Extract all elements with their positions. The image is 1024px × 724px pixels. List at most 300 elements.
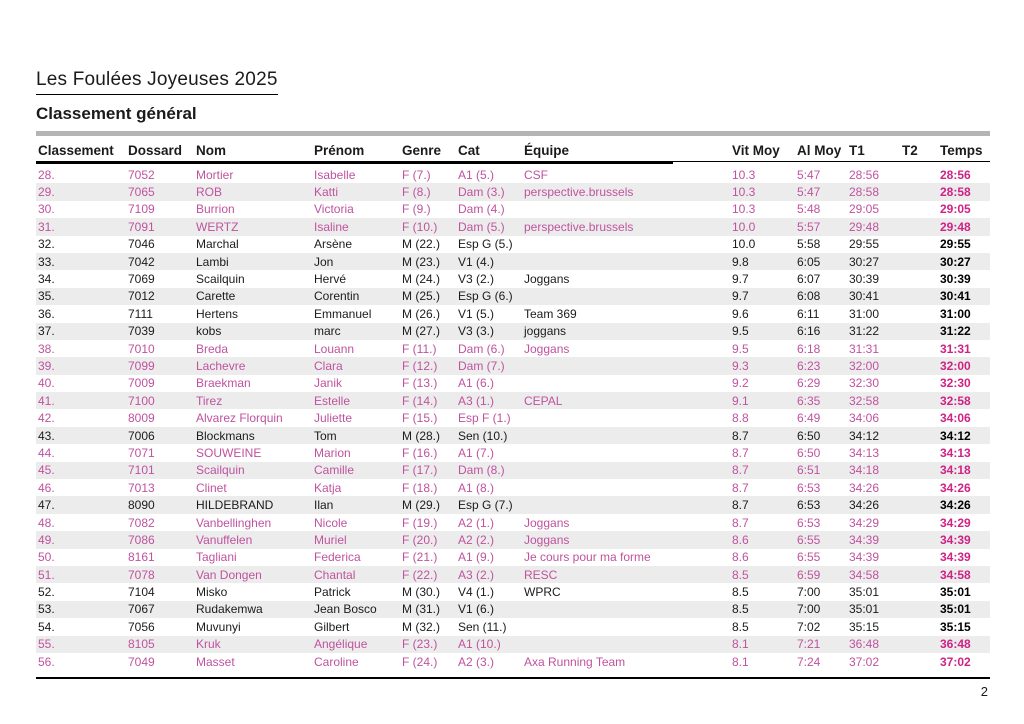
cell-al-moy: 6:07 bbox=[797, 272, 821, 287]
cell-vit-moy: 9.5 bbox=[732, 324, 749, 339]
cell-t1: 28:58 bbox=[849, 185, 880, 200]
cell-vit-moy: 8.7 bbox=[732, 480, 749, 495]
cell-classement: 47. bbox=[38, 498, 55, 513]
cell-classement: 38. bbox=[38, 341, 55, 356]
cell-prenom: Arsène bbox=[314, 237, 353, 252]
cell-al-moy: 6:53 bbox=[797, 498, 821, 513]
cell-genre: M (30.) bbox=[402, 585, 441, 600]
cell-temps: 35:01 bbox=[940, 602, 971, 617]
table-row bbox=[36, 531, 990, 548]
cell-cat: A1 (10.) bbox=[458, 637, 501, 652]
cell-al-moy: 5:57 bbox=[797, 219, 821, 234]
cell-al-moy: 6:49 bbox=[797, 411, 821, 426]
cell-cat: V1 (6.) bbox=[458, 602, 495, 617]
cell-cat: A3 (1.) bbox=[458, 393, 495, 408]
cell-dossard: 7006 bbox=[128, 428, 155, 443]
cell-al-moy: 6:50 bbox=[797, 445, 821, 460]
cell-dossard: 7013 bbox=[128, 480, 155, 495]
table-row bbox=[36, 566, 990, 583]
cell-t1: 34:58 bbox=[849, 567, 880, 582]
cell-al-moy: 6:53 bbox=[797, 480, 821, 495]
cell-t1: 32:58 bbox=[849, 393, 880, 408]
cell-temps: 34:29 bbox=[940, 515, 971, 530]
cell-nom: Scailquin bbox=[196, 272, 245, 287]
table-row bbox=[36, 340, 990, 357]
cell-nom: Carette bbox=[196, 289, 236, 304]
cell-genre: M (26.) bbox=[402, 306, 441, 321]
cell-cat: A1 (7.) bbox=[458, 445, 495, 460]
cell-classement: 51. bbox=[38, 567, 55, 582]
cell-al-moy: 6:59 bbox=[797, 567, 821, 582]
cell-equipe: RESC bbox=[524, 567, 558, 582]
cell-cat: V1 (5.) bbox=[458, 306, 495, 321]
cell-genre: F (10.) bbox=[402, 219, 438, 234]
cell-cat: Sen (10.) bbox=[458, 428, 508, 443]
table-row bbox=[36, 288, 990, 305]
header-underline-thick bbox=[36, 161, 673, 164]
table-row bbox=[36, 653, 990, 670]
cell-vit-moy: 8.5 bbox=[732, 602, 749, 617]
cell-genre: M (25.) bbox=[402, 289, 441, 304]
cell-classement: 54. bbox=[38, 619, 55, 634]
cell-vit-moy: 8.7 bbox=[732, 515, 749, 530]
cell-classement: 32. bbox=[38, 237, 55, 252]
cell-temps: 34:18 bbox=[940, 463, 971, 478]
cell-temps: 30:39 bbox=[940, 272, 971, 287]
cell-genre: M (27.) bbox=[402, 324, 441, 339]
cell-nom: HILDEBRAND bbox=[196, 498, 274, 513]
cell-vit-moy: 8.7 bbox=[732, 445, 749, 460]
cell-classement: 31. bbox=[38, 219, 55, 234]
cell-genre: M (22.) bbox=[402, 237, 441, 252]
cell-temps: 34:58 bbox=[940, 567, 971, 582]
cell-genre: F (15.) bbox=[402, 411, 438, 426]
cell-temps: 34:06 bbox=[940, 411, 971, 426]
cell-vit-moy: 8.1 bbox=[732, 654, 749, 669]
cell-vit-moy: 9.6 bbox=[732, 306, 749, 321]
cell-cat: Dam (4.) bbox=[458, 202, 505, 217]
table-row bbox=[36, 583, 990, 600]
cell-vit-moy: 8.7 bbox=[732, 498, 749, 513]
cell-genre: F (7.) bbox=[402, 167, 431, 182]
cell-cat: A3 (2.) bbox=[458, 567, 495, 582]
cell-nom: Blockmans bbox=[196, 428, 255, 443]
cell-prenom: Isaline bbox=[314, 219, 349, 234]
cell-al-moy: 7:02 bbox=[797, 619, 821, 634]
cell-t1: 30:39 bbox=[849, 272, 880, 287]
table-row bbox=[36, 253, 990, 270]
cell-prenom: Hervé bbox=[314, 272, 347, 287]
cell-t1: 29:55 bbox=[849, 237, 880, 252]
table-row bbox=[36, 357, 990, 374]
table-row bbox=[36, 427, 990, 444]
cell-t1: 29:48 bbox=[849, 219, 880, 234]
cell-cat: Dam (8.) bbox=[458, 463, 505, 478]
cell-cat: Esp F (1.) bbox=[458, 411, 511, 426]
cell-genre: M (29.) bbox=[402, 498, 441, 513]
cell-nom: Tirez bbox=[196, 393, 223, 408]
cell-temps: 31:00 bbox=[940, 306, 971, 321]
cell-nom: Van Dongen bbox=[196, 567, 262, 582]
cell-vit-moy: 8.7 bbox=[732, 428, 749, 443]
col-header-vit-moy: Vit Moy bbox=[732, 143, 780, 158]
cell-dossard: 7082 bbox=[128, 515, 155, 530]
cell-al-moy: 7:00 bbox=[797, 585, 821, 600]
cell-temps: 32:00 bbox=[940, 358, 971, 373]
cell-prenom: Juliette bbox=[314, 411, 353, 426]
cell-prenom: Camille bbox=[314, 463, 355, 478]
cell-classement: 56. bbox=[38, 654, 55, 669]
cell-dossard: 8161 bbox=[128, 550, 155, 565]
cell-vit-moy: 10.3 bbox=[732, 167, 756, 182]
cell-classement: 36. bbox=[38, 306, 55, 321]
cell-nom: kobs bbox=[196, 324, 222, 339]
cell-prenom: Ilan bbox=[314, 498, 334, 513]
cell-al-moy: 5:47 bbox=[797, 167, 821, 182]
cell-cat: Dam (7.) bbox=[458, 358, 505, 373]
cell-dossard: 7012 bbox=[128, 289, 155, 304]
cell-al-moy: 6:16 bbox=[797, 324, 821, 339]
cell-cat: A1 (6.) bbox=[458, 376, 495, 391]
cell-prenom: Corentin bbox=[314, 289, 360, 304]
table-row bbox=[36, 166, 990, 183]
cell-cat: V3 (3.) bbox=[458, 324, 495, 339]
cell-dossard: 7039 bbox=[128, 324, 155, 339]
cell-nom: Vanuffelen bbox=[196, 532, 253, 547]
cell-equipe: WPRC bbox=[524, 585, 561, 600]
cell-nom: Mortier bbox=[196, 167, 234, 182]
cell-nom: Lachevre bbox=[196, 358, 246, 373]
cell-t1: 31:22 bbox=[849, 324, 880, 339]
cell-prenom: Jon bbox=[314, 254, 334, 269]
cell-classement: 39. bbox=[38, 358, 55, 373]
cell-al-moy: 6:55 bbox=[797, 550, 821, 565]
cell-temps: 31:31 bbox=[940, 341, 971, 356]
cell-genre: F (11.) bbox=[402, 341, 437, 356]
cell-vit-moy: 10.0 bbox=[732, 237, 756, 252]
cell-classement: 43. bbox=[38, 428, 55, 443]
cell-dossard: 7099 bbox=[128, 358, 155, 373]
table-row bbox=[36, 601, 990, 618]
table-row bbox=[36, 462, 990, 479]
cell-vit-moy: 8.5 bbox=[732, 619, 749, 634]
cell-equipe: CSF bbox=[524, 167, 548, 182]
page-number: 2 bbox=[980, 684, 988, 700]
cell-temps: 34:13 bbox=[940, 445, 971, 460]
cell-al-moy: 5:58 bbox=[797, 237, 821, 252]
cell-prenom: Muriel bbox=[314, 532, 347, 547]
cell-prenom: Victoria bbox=[314, 202, 354, 217]
cell-equipe: Joggans bbox=[524, 515, 570, 530]
cell-nom: Clinet bbox=[196, 480, 227, 495]
cell-nom: Masset bbox=[196, 654, 235, 669]
cell-vit-moy: 9.8 bbox=[732, 254, 749, 269]
cell-genre: F (12.) bbox=[402, 358, 438, 373]
cell-temps: 32:30 bbox=[940, 376, 971, 391]
cell-nom: SOUWEINE bbox=[196, 445, 262, 460]
cell-t1: 34:29 bbox=[849, 515, 880, 530]
cell-t1: 34:06 bbox=[849, 411, 880, 426]
cell-dossard: 7052 bbox=[128, 167, 155, 182]
cell-vit-moy: 8.8 bbox=[732, 411, 749, 426]
cell-genre: F (17.) bbox=[402, 463, 438, 478]
cell-nom: Lambi bbox=[196, 254, 229, 269]
table-row bbox=[36, 496, 990, 513]
cell-dossard: 7071 bbox=[128, 445, 155, 460]
cell-classement: 28. bbox=[38, 167, 55, 182]
page-subtitle: Classement général bbox=[36, 104, 197, 123]
cell-prenom: Caroline bbox=[314, 654, 359, 669]
cell-prenom: Clara bbox=[314, 358, 343, 373]
table-row bbox=[36, 618, 990, 635]
cell-dossard: 7069 bbox=[128, 272, 155, 287]
col-header-t1: T1 bbox=[849, 143, 865, 158]
cell-al-moy: 6:11 bbox=[797, 306, 820, 321]
cell-vit-moy: 9.7 bbox=[732, 272, 749, 287]
cell-equipe: perspective.brussels bbox=[524, 219, 634, 234]
cell-al-moy: 6:29 bbox=[797, 376, 821, 391]
cell-equipe: joggans bbox=[524, 324, 567, 339]
cell-prenom: Gilbert bbox=[314, 619, 350, 634]
cell-temps: 29:05 bbox=[940, 202, 971, 217]
cell-dossard: 7009 bbox=[128, 376, 155, 391]
cell-vit-moy: 9.3 bbox=[732, 358, 749, 373]
col-header-al-moy: Al Moy bbox=[797, 143, 842, 158]
cell-prenom: Emmanuel bbox=[314, 306, 372, 321]
cell-nom: Scailquin bbox=[196, 463, 245, 478]
cell-prenom: Nicole bbox=[314, 515, 348, 530]
cell-classement: 53. bbox=[38, 602, 55, 617]
cell-vit-moy: 8.7 bbox=[732, 463, 749, 478]
cell-vit-moy: 9.1 bbox=[732, 393, 749, 408]
cell-cat: A1 (8.) bbox=[458, 480, 495, 495]
cell-al-moy: 7:21 bbox=[797, 637, 821, 652]
cell-prenom: Estelle bbox=[314, 393, 351, 408]
cell-t1: 35:15 bbox=[849, 619, 880, 634]
cell-t1: 30:27 bbox=[849, 254, 880, 269]
col-header-t2: T2 bbox=[902, 143, 918, 158]
cell-genre: M (32.) bbox=[402, 619, 441, 634]
page-title: Les Foulées Joyeuses 2025 bbox=[36, 69, 278, 95]
cell-al-moy: 6:23 bbox=[797, 358, 821, 373]
table-row bbox=[36, 236, 990, 253]
cell-vit-moy: 8.1 bbox=[732, 637, 749, 652]
cell-t1: 35:01 bbox=[849, 585, 880, 600]
cell-genre: F (13.) bbox=[402, 376, 438, 391]
cell-nom: Rudakemwa bbox=[196, 602, 263, 617]
cell-dossard: 8090 bbox=[128, 498, 155, 513]
cell-nom: Burrion bbox=[196, 202, 235, 217]
cell-t1: 34:13 bbox=[849, 445, 880, 460]
cell-dossard: 8009 bbox=[128, 411, 155, 426]
cell-nom: Muvunyi bbox=[196, 619, 241, 634]
cell-vit-moy: 8.6 bbox=[732, 550, 749, 565]
cell-classement: 40. bbox=[38, 376, 55, 391]
cell-classement: 45. bbox=[38, 463, 55, 478]
table-row bbox=[36, 305, 990, 322]
cell-temps: 34:12 bbox=[940, 428, 971, 443]
table-row bbox=[36, 392, 990, 409]
cell-equipe: Je cours pour ma forme bbox=[524, 550, 651, 565]
cell-temps: 31:22 bbox=[940, 324, 971, 339]
cell-cat: V3 (2.) bbox=[458, 272, 495, 287]
cell-al-moy: 7:24 bbox=[797, 654, 821, 669]
cell-classement: 52. bbox=[38, 585, 55, 600]
cell-genre: F (8.) bbox=[402, 185, 431, 200]
cell-prenom: Angélique bbox=[314, 637, 368, 652]
cell-nom: Hertens bbox=[196, 306, 239, 321]
cell-genre: F (23.) bbox=[402, 637, 438, 652]
cell-genre: M (23.) bbox=[402, 254, 441, 269]
cell-temps: 37:02 bbox=[940, 654, 971, 669]
table-row bbox=[36, 270, 990, 287]
cell-classement: 49. bbox=[38, 532, 55, 547]
table-row bbox=[36, 636, 990, 653]
cell-cat: Sen (11.) bbox=[458, 619, 507, 634]
cell-prenom: Janik bbox=[314, 376, 343, 391]
cell-temps: 29:48 bbox=[940, 219, 971, 234]
col-header-cat: Cat bbox=[458, 143, 480, 158]
cell-al-moy: 5:48 bbox=[797, 202, 821, 217]
cell-nom: Tagliani bbox=[196, 550, 237, 565]
cell-nom: Breda bbox=[196, 341, 229, 356]
cell-vit-moy: 8.6 bbox=[732, 532, 749, 547]
cell-cat: Dam (3.) bbox=[458, 185, 505, 200]
col-header-equipe: Équipe bbox=[524, 143, 570, 158]
col-header-classement: Classement bbox=[38, 143, 114, 158]
cell-al-moy: 5:47 bbox=[797, 185, 821, 200]
table-row bbox=[36, 514, 990, 531]
cell-cat: A1 (9.) bbox=[458, 550, 495, 565]
cell-prenom: Katti bbox=[314, 185, 339, 200]
header-underline-thin bbox=[673, 161, 990, 162]
col-header-dossard: Dossard bbox=[128, 143, 183, 158]
cell-t1: 34:26 bbox=[849, 498, 880, 513]
cell-classement: 34. bbox=[38, 272, 55, 287]
cell-dossard: 7111 bbox=[128, 306, 153, 321]
cell-temps: 35:15 bbox=[940, 619, 971, 634]
cell-vit-moy: 9.7 bbox=[732, 289, 749, 304]
table-row bbox=[36, 218, 990, 235]
cell-classement: 46. bbox=[38, 480, 55, 495]
cell-t1: 30:41 bbox=[849, 289, 880, 304]
cell-temps: 34:26 bbox=[940, 498, 971, 513]
cell-cat: Esp G (7.) bbox=[458, 498, 513, 513]
table-row bbox=[36, 444, 990, 461]
cell-classement: 42. bbox=[38, 411, 55, 426]
cell-vit-moy: 10.3 bbox=[732, 185, 756, 200]
cell-al-moy: 7:00 bbox=[797, 602, 821, 617]
cell-t1: 36:48 bbox=[849, 637, 880, 652]
cell-cat: A2 (1.) bbox=[458, 515, 495, 530]
cell-dossard: 7010 bbox=[128, 341, 155, 356]
table-header-underline bbox=[36, 161, 990, 164]
results-rows bbox=[36, 166, 990, 670]
cell-dossard: 7056 bbox=[128, 619, 155, 634]
cell-nom: Kruk bbox=[196, 637, 221, 652]
cell-genre: F (24.) bbox=[402, 654, 438, 669]
cell-equipe: Joggans bbox=[524, 341, 570, 356]
cell-nom: Braekman bbox=[196, 376, 251, 391]
table-row bbox=[36, 479, 990, 496]
cell-prenom: Katja bbox=[314, 480, 342, 495]
cell-temps: 35:01 bbox=[940, 585, 971, 600]
cell-al-moy: 6:05 bbox=[797, 254, 821, 269]
cell-genre: M (28.) bbox=[402, 428, 441, 443]
cell-prenom: Tom bbox=[314, 428, 337, 443]
cell-cat: A1 (5.) bbox=[458, 167, 495, 182]
cell-prenom: Jean Bosco bbox=[314, 602, 377, 617]
cell-genre: M (24.) bbox=[402, 272, 441, 287]
cell-vit-moy: 10.3 bbox=[732, 202, 756, 217]
cell-dossard: 7065 bbox=[128, 185, 155, 200]
cell-dossard: 7109 bbox=[128, 202, 155, 217]
cell-t1: 34:39 bbox=[849, 532, 880, 547]
cell-prenom: Patrick bbox=[314, 585, 351, 600]
cell-cat: Dam (5.) bbox=[458, 219, 505, 234]
cell-equipe: Joggans bbox=[524, 272, 570, 287]
cell-temps: 28:58 bbox=[940, 185, 971, 200]
cell-cat: V1 (4.) bbox=[458, 254, 495, 269]
cell-equipe: CEPAL bbox=[524, 393, 563, 408]
cell-temps: 29:55 bbox=[940, 237, 971, 252]
col-header-nom: Nom bbox=[196, 143, 226, 158]
cell-nom: WERTZ bbox=[196, 219, 239, 234]
cell-temps: 30:27 bbox=[940, 254, 971, 269]
cell-t1: 28:56 bbox=[849, 167, 880, 182]
cell-equipe: perspective.brussels bbox=[524, 185, 634, 200]
cell-dossard: 7042 bbox=[128, 254, 155, 269]
cell-nom: Alvarez Florquin bbox=[196, 411, 283, 426]
cell-t1: 31:31 bbox=[849, 341, 880, 356]
cell-t1: 32:00 bbox=[849, 358, 880, 373]
cell-classement: 30. bbox=[38, 202, 55, 217]
cell-al-moy: 6:18 bbox=[797, 341, 821, 356]
cell-t1: 32:30 bbox=[849, 376, 880, 391]
cell-classement: 37. bbox=[38, 324, 55, 339]
cell-vit-moy: 8.5 bbox=[732, 585, 749, 600]
cell-genre: F (19.) bbox=[402, 515, 438, 530]
cell-vit-moy: 10.0 bbox=[732, 219, 756, 234]
cell-genre: F (22.) bbox=[402, 567, 438, 582]
table-row bbox=[36, 409, 990, 426]
cell-dossard: 7091 bbox=[128, 219, 155, 234]
cell-cat: A2 (3.) bbox=[458, 654, 495, 669]
cell-classement: 35. bbox=[38, 289, 55, 304]
cell-cat: Esp G (5.) bbox=[458, 237, 513, 252]
cell-dossard: 7078 bbox=[128, 567, 155, 582]
cell-prenom: Chantal bbox=[314, 567, 356, 582]
cell-nom: Vanbellinghen bbox=[196, 515, 272, 530]
cell-genre: F (16.) bbox=[402, 445, 438, 460]
cell-prenom: Marion bbox=[314, 445, 351, 460]
col-header-temps: Temps bbox=[940, 143, 983, 158]
cell-classement: 29. bbox=[38, 185, 55, 200]
cell-al-moy: 6:51 bbox=[797, 463, 821, 478]
cell-dossard: 7100 bbox=[128, 393, 155, 408]
cell-al-moy: 6:53 bbox=[797, 515, 821, 530]
cell-t1: 37:02 bbox=[849, 654, 880, 669]
table-row bbox=[36, 549, 990, 566]
table-row bbox=[36, 183, 990, 200]
cell-al-moy: 6:50 bbox=[797, 428, 821, 443]
page-content bbox=[36, 0, 990, 699]
cell-genre: F (9.) bbox=[402, 202, 431, 217]
cell-genre: F (14.) bbox=[402, 393, 438, 408]
cell-dossard: 7046 bbox=[128, 237, 155, 252]
cell-genre: F (20.) bbox=[402, 532, 438, 547]
cell-temps: 36:48 bbox=[940, 637, 971, 652]
